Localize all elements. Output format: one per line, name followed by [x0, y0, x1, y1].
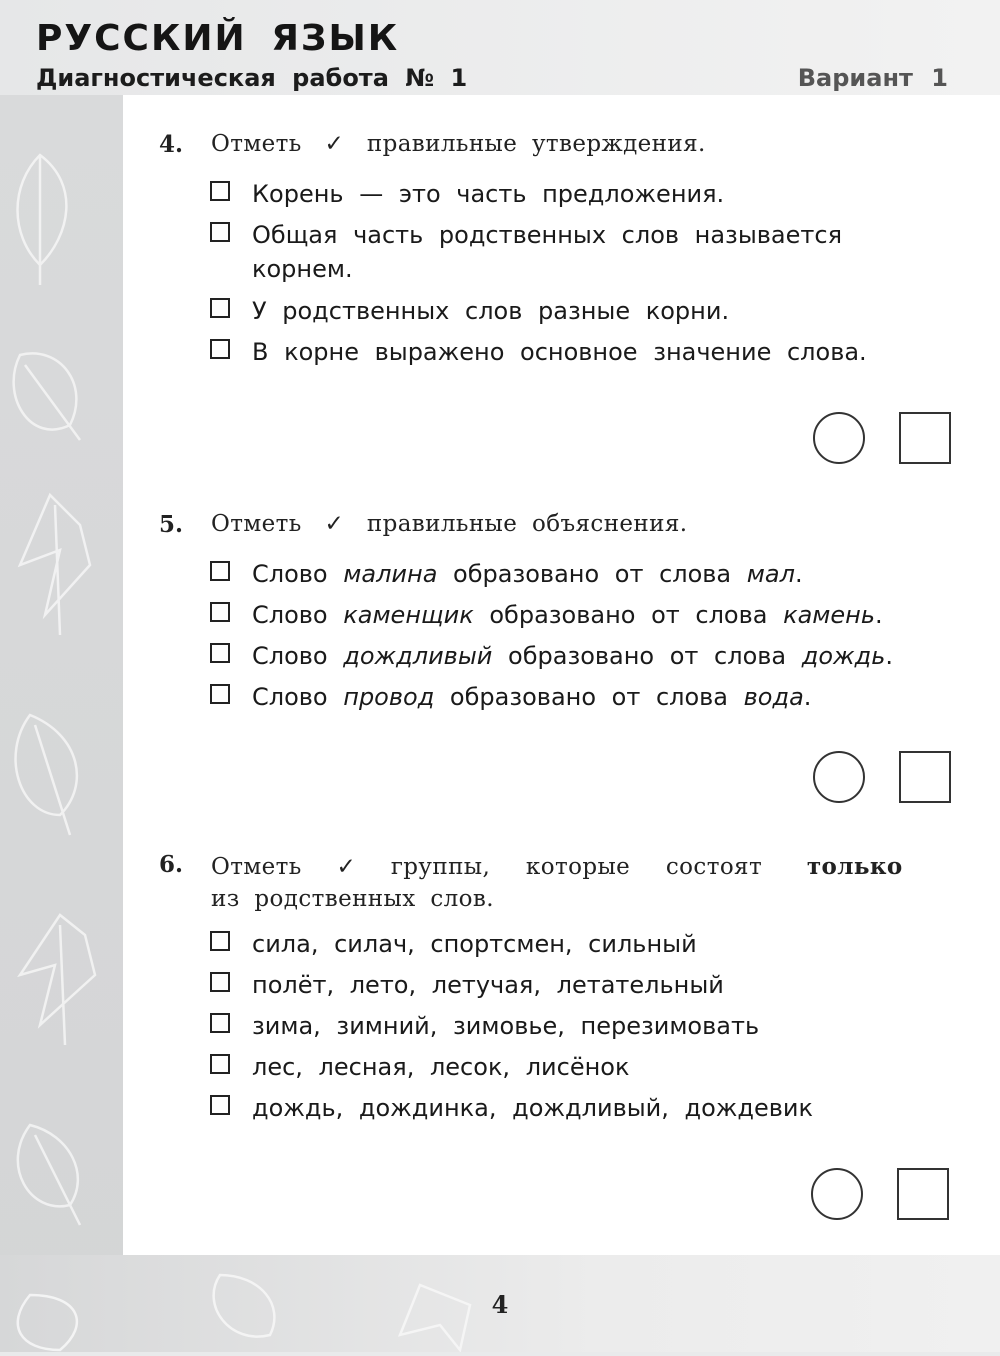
option-text: сила, силач, спортсмен, сильный	[252, 930, 697, 958]
option-text: У родственных слов разные корни.	[252, 297, 730, 325]
score-circle-icon	[813, 412, 865, 464]
option-item[interactable]	[210, 927, 697, 961]
option-text: Общая часть родственных слов называется корнем.	[252, 221, 842, 283]
option-item[interactable]	[210, 639, 893, 673]
task-prompt	[159, 131, 706, 158]
task-prompt	[159, 511, 688, 538]
option-text: Слово малина образовано от слова мал.	[252, 560, 803, 588]
prompt-text: Отметь	[211, 131, 302, 157]
checkmark-icon: ✓	[324, 131, 345, 157]
option-item[interactable]	[210, 1050, 629, 1084]
checkbox-icon[interactable]	[210, 222, 230, 242]
work-title: Диагностическая работа № 1	[36, 64, 468, 92]
task-number: 6.	[159, 851, 184, 878]
checkbox-icon[interactable]	[210, 1013, 230, 1033]
decorative-leaf-band	[0, 95, 125, 1352]
score-box-icon	[897, 1168, 949, 1220]
prompt-text: Отметь	[211, 854, 302, 880]
option-item[interactable]	[210, 294, 729, 328]
page-header	[0, 0, 1000, 95]
prompt-text: Отметь	[211, 511, 302, 537]
score-box-icon	[899, 412, 951, 464]
option-text: Слово провод образовано от слова вода.	[252, 683, 812, 711]
score-circle-icon	[811, 1168, 863, 1220]
option-item[interactable]	[210, 598, 883, 632]
checkmark-icon: ✓	[336, 854, 357, 880]
option-text: полёт, лето, летучая, летательный	[252, 971, 724, 999]
option-text: Слово дождливый образовано от слова дождь.	[252, 642, 894, 670]
leaf-icon	[0, 95, 125, 1352]
task-number: 5.	[159, 511, 184, 538]
checkbox-icon[interactable]	[210, 684, 230, 704]
task-number: 4.	[159, 131, 184, 158]
option-text: Корень — это часть предложения.	[252, 180, 725, 208]
checkbox-icon[interactable]	[210, 643, 230, 663]
checkbox-icon[interactable]	[210, 181, 230, 201]
prompt-text: правильные утверждения.	[366, 131, 706, 157]
checkbox-icon[interactable]	[210, 602, 230, 622]
prompt-emphasis: только	[806, 853, 903, 880]
option-item[interactable]	[210, 1009, 759, 1043]
checkbox-icon[interactable]	[210, 298, 230, 318]
variant-label: Вариант 1	[797, 64, 948, 92]
checkmark-icon: ✓	[324, 511, 345, 537]
checkbox-icon[interactable]	[210, 1054, 230, 1074]
checkbox-icon[interactable]	[210, 339, 230, 359]
score-box-icon	[899, 751, 951, 803]
option-text: дождь, дождинка, дождливый, дождевик	[252, 1094, 814, 1122]
option-text: В корне выражено основное значение слова.	[252, 338, 867, 366]
option-item[interactable]	[210, 968, 724, 1002]
prompt-text: правильные объяснения.	[366, 511, 688, 537]
option-item[interactable]	[210, 177, 724, 211]
option-item[interactable]	[210, 1091, 813, 1125]
subject-title: РУССКИЙ ЯЗЫК	[36, 18, 400, 59]
checkbox-icon[interactable]	[210, 972, 230, 992]
page-number: 4	[491, 1290, 509, 1319]
option-text: лес, лесная, лесок, лисёнок	[252, 1053, 630, 1081]
prompt-text: из родственных слов.	[211, 886, 494, 912]
checkbox-icon[interactable]	[210, 1095, 230, 1115]
task-prompt	[159, 851, 949, 915]
prompt-text: группы, которые состоят	[390, 854, 763, 880]
option-text: Слово каменщик образовано от слова камень.	[252, 601, 883, 629]
checkbox-icon[interactable]	[210, 931, 230, 951]
score-circle-icon	[813, 751, 865, 803]
option-item[interactable]	[210, 335, 867, 369]
worksheet	[123, 95, 1000, 1255]
checkbox-icon[interactable]	[210, 561, 230, 581]
option-item[interactable]	[210, 218, 930, 286]
option-text: зима, зимний, зимовье, перезимовать	[252, 1012, 760, 1040]
option-item[interactable]	[210, 557, 803, 591]
option-item[interactable]	[210, 680, 811, 714]
